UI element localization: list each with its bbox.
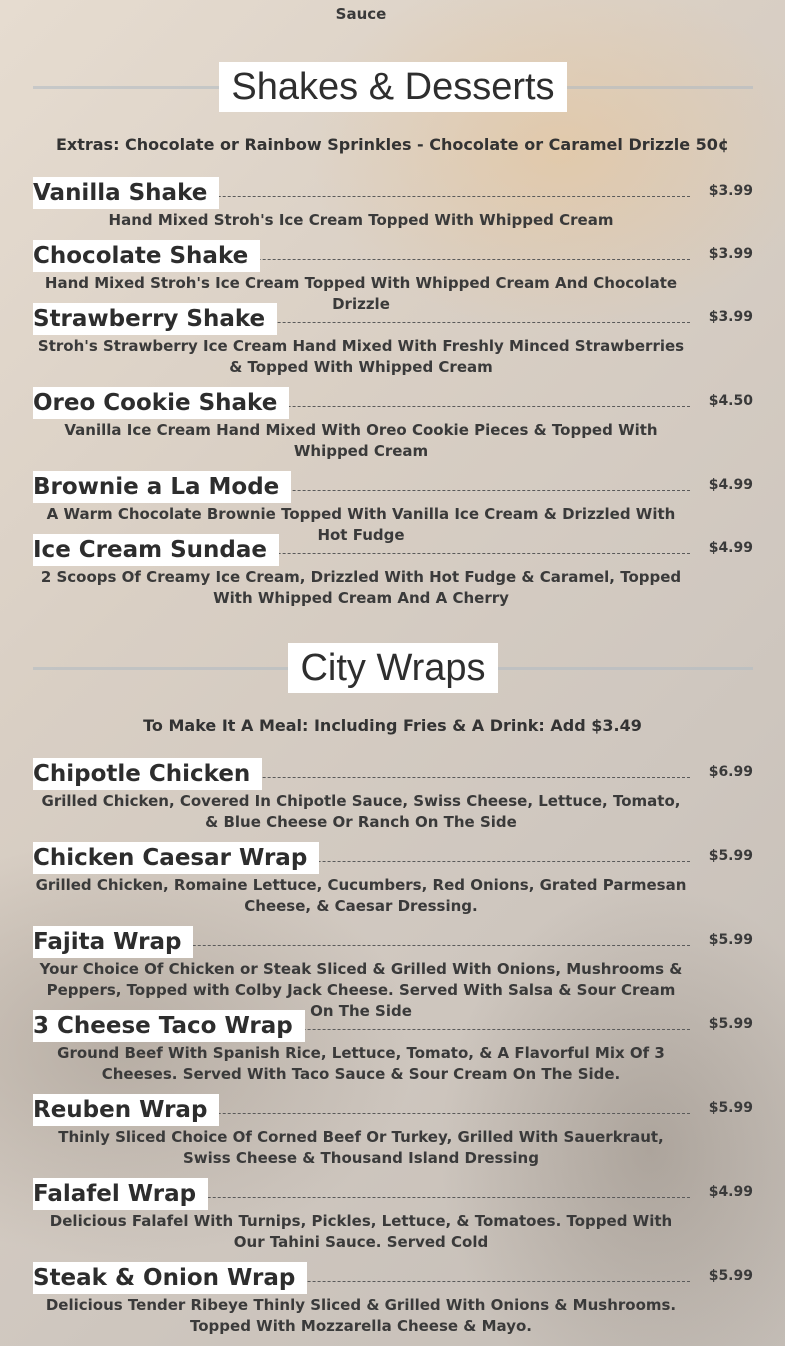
item-price: $4.99 bbox=[708, 540, 753, 556]
item-description: Thinly Sliced Choice Of Corned Beef Or Turkey, Grilled With Sauerkraut, Swiss Cheese & Thousand Island Dressing bbox=[58, 1128, 664, 1167]
menu-item bbox=[33, 303, 753, 378]
item-description: Your Choice Of Chicken or Steak Sliced & Grilled With Onions, Mushrooms & Peppers, Topped with Colby Jack Cheese. Served With Salsa & Sour Cream On The Side bbox=[39, 960, 683, 1020]
item-price: $3.99 bbox=[708, 246, 753, 262]
menu-item bbox=[33, 926, 753, 1022]
item-price: $3.99 bbox=[708, 183, 753, 199]
menu-item bbox=[33, 1010, 753, 1085]
item-price: $5.99 bbox=[708, 1100, 753, 1116]
menu-item bbox=[33, 1094, 753, 1169]
section-note: To Make It A Meal: Including Fries & A Drink: Add $3.49 bbox=[143, 716, 642, 735]
item-description: Delicious Falafel With Turnips, Pickles, Lettuce, & Tomatoes. Topped With Our Tahini Sauce. Served Cold bbox=[49, 1212, 673, 1251]
menu-item bbox=[33, 1178, 753, 1253]
item-description: Vanilla Ice Cream Hand Mixed With Oreo Cookie Pieces & Topped With Whipped Cream bbox=[64, 421, 658, 460]
item-price: $5.99 bbox=[708, 932, 753, 948]
item-description: Grilled Chicken, Covered In Chipotle Sauce, Swiss Cheese, Lettuce, Tomato, & Blue Cheese Or Ranch On The Side bbox=[41, 792, 681, 831]
menu-item bbox=[33, 758, 753, 833]
item-name: Fajita Wrap bbox=[33, 926, 193, 958]
item-price: $5.99 bbox=[708, 1268, 753, 1284]
item-name: Reuben Wrap bbox=[33, 1094, 219, 1126]
menu-item bbox=[33, 1262, 753, 1337]
menu-item bbox=[33, 842, 753, 917]
item-description: 2 Scoops Of Creamy Ice Cream, Drizzled With Hot Fudge & Caramel, Topped With Whipped Cream And A Cherry bbox=[40, 568, 682, 607]
item-price: $6.99 bbox=[708, 764, 753, 780]
item-description: A Warm Chocolate Brownie Topped With Vanilla Ice Cream & Drizzled With Hot Fudge bbox=[46, 505, 676, 544]
menu-item bbox=[33, 387, 753, 462]
item-name: Brownie a La Mode bbox=[33, 471, 291, 503]
item-price: $4.99 bbox=[708, 1184, 753, 1200]
item-name: Chocolate Shake bbox=[33, 240, 260, 272]
item-description: Stroh's Strawberry Ice Cream Hand Mixed With Freshly Minced Strawberries & Topped With Whipped Cream bbox=[37, 337, 685, 376]
previous-item-description-fragment: Sauce bbox=[335, 5, 387, 23]
item-name: Ice Cream Sundae bbox=[33, 534, 279, 566]
item-description: Delicious Tender Ribeye Thinly Sliced & Grilled With Onions & Mushrooms. Topped With Mozzarella Cheese & Mayo. bbox=[45, 1296, 677, 1335]
item-name: Vanilla Shake bbox=[33, 177, 219, 209]
item-name: Chicken Caesar Wrap bbox=[33, 842, 319, 874]
item-price: $5.99 bbox=[708, 1016, 753, 1032]
item-name: Chipotle Chicken bbox=[33, 758, 262, 790]
item-name: 3 Cheese Taco Wrap bbox=[33, 1010, 305, 1042]
item-description: Ground Beef With Spanish Rice, Lettuce, Tomato, & A Flavorful Mix Of 3 Cheeses. Served With Taco Sauce & Sour Cream On The Side. bbox=[57, 1044, 665, 1083]
item-name: Strawberry Shake bbox=[33, 303, 277, 335]
item-description: Hand Mixed Stroh's Ice Cream Topped With Whipped Cream And Chocolate Drizzle bbox=[44, 274, 678, 313]
item-price: $3.99 bbox=[708, 309, 753, 325]
item-description: Grilled Chicken, Romaine Lettuce, Cucumbers, Red Onions, Grated Parmesan Cheese, & Caesar Dressing. bbox=[35, 876, 687, 915]
section-note: Extras: Chocolate or Rainbow Sprinkles - Chocolate or Caramel Drizzle 50¢ bbox=[55, 135, 730, 154]
item-price: $5.99 bbox=[708, 848, 753, 864]
item-name: Steak & Onion Wrap bbox=[33, 1262, 307, 1294]
section-header-shakes bbox=[33, 61, 753, 113]
item-description: Hand Mixed Stroh's Ice Cream Topped With Whipped Cream bbox=[108, 211, 614, 229]
item-name: Falafel Wrap bbox=[33, 1178, 208, 1210]
section-title: Shakes & Desserts bbox=[219, 62, 566, 112]
menu-item bbox=[33, 177, 753, 231]
item-price: $4.99 bbox=[708, 477, 753, 493]
section-header-wraps bbox=[33, 642, 753, 694]
menu-item bbox=[33, 534, 753, 609]
item-name: Oreo Cookie Shake bbox=[33, 387, 289, 419]
section-title: City Wraps bbox=[288, 643, 497, 693]
item-price: $4.50 bbox=[708, 393, 753, 409]
